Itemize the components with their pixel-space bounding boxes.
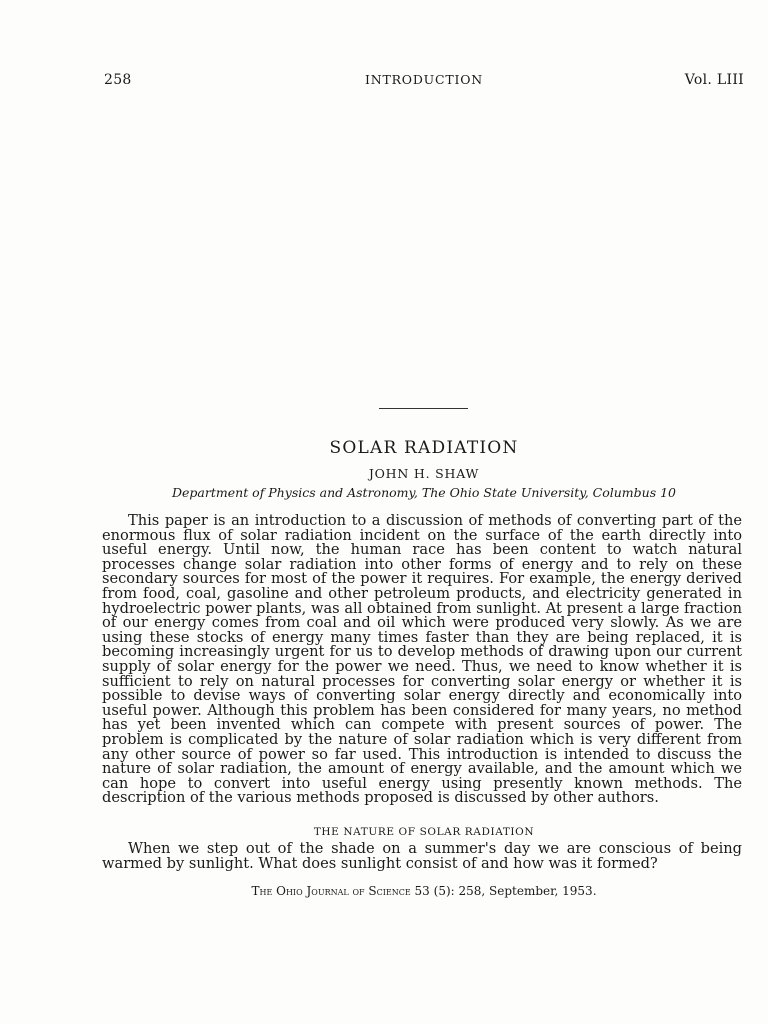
- body-paragraph: This paper is an introduction to a discussion of methods of converting part of the enormous flux of solar radiation incident on the surface of the earth directly into useful energy. Until now, the human race has been content to watch natural processes change solar radiation into other forms of energy and to rely on these secondary sources for most of the power it requires. For example, the energy derived from food, coal, gasoline and other petroleum products, and electricity generated in hydroelectric power plants, was all obtained from sunlight. At present a large fraction of our energy comes from coal and oil which were produced very slowly. As we are using these stocks of energy many times faster than they are being replaced, it is becoming increasingly urgent for us to develop methods of drawing upon our current supply of solar energy for the power we need. Thus, we need to know whether it is sufficient to rely on natural processes for converting solar energy or whether it is possible to devise ways of converting solar energy directly and economically into useful power. Although this problem has been considered for many years, no method has yet been invented which can compete with present sources of power. The problem is complicated by the nature of solar radiation which is very different from any other source of power so far used. This introduction is intended to discuss the nature of solar radiation, the amount of energy available, and the amount which we can hope to convert into useful energy using presently known methods. The description of the various methods proposed is discussed by other authors.: [102, 512, 742, 807]
- author-name: JOHN H. SHAW: [368, 466, 480, 481]
- article-title: SOLAR RADIATION: [329, 438, 519, 458]
- running-head-section: INTRODUCTION: [364, 72, 484, 87]
- running-head: [104, 72, 744, 92]
- journal-citation: [104, 884, 744, 898]
- body-paragraph: When we step out of the shade on a summer's day we are conscious of being warmed by sunlight. What does sunlight consist of and how was it formed?: [102, 840, 742, 872]
- author-affiliation: Department of Physics and Astronomy, The Ohio State University, Columbus 10: [172, 485, 676, 500]
- title-divider: [379, 408, 468, 409]
- citation-details: 53 (5): 258, September, 1953.: [414, 884, 597, 898]
- volume-label: Vol. LIII: [684, 72, 744, 88]
- page-number: 258: [104, 72, 132, 88]
- section-heading: THE NATURE OF SOLAR RADIATION: [313, 826, 535, 838]
- journal-name: The Ohio Journal of Science: [251, 884, 411, 898]
